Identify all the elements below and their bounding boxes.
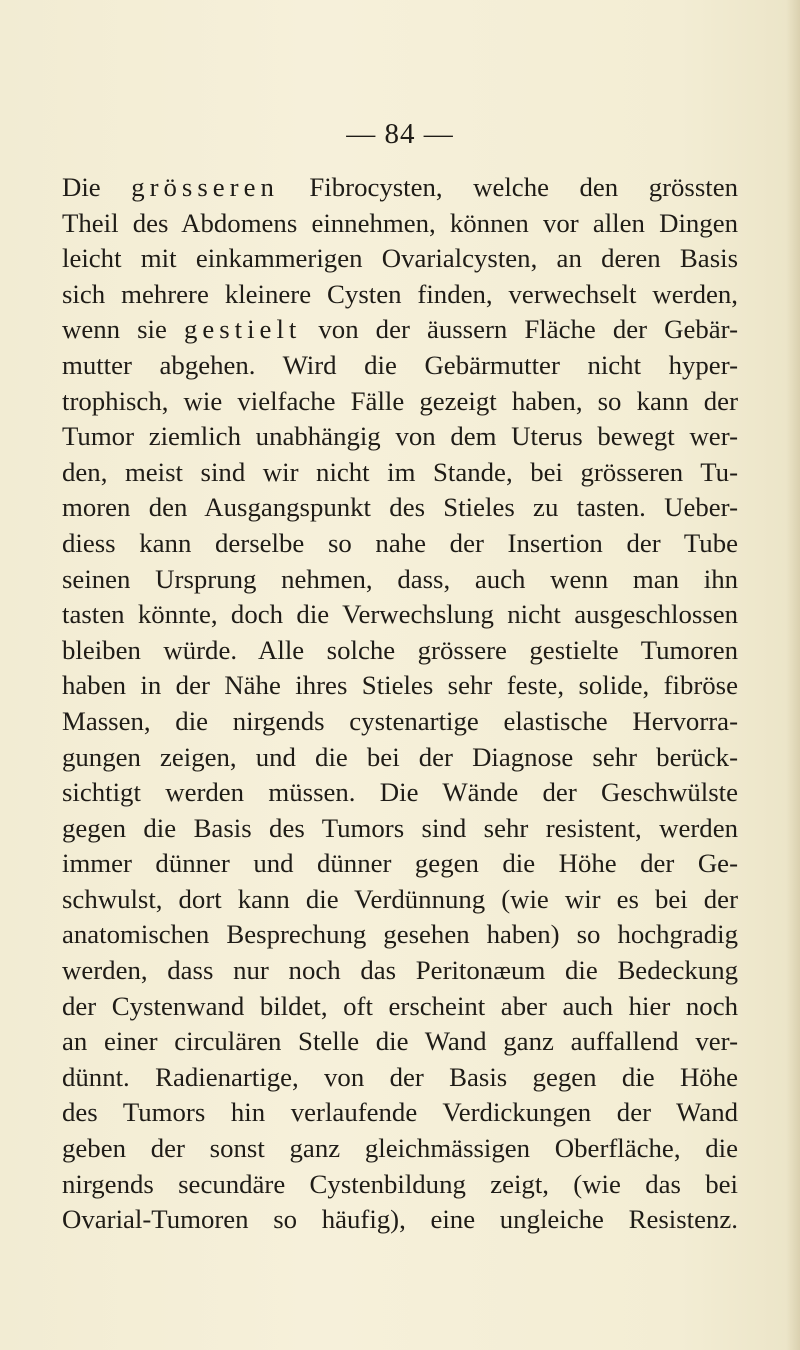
text-fragment: von der äussern Fläche der Gebär-: [301, 314, 738, 345]
text-line: an einer circulären Stelle die Wand ganz auffallend ver-: [62, 1026, 738, 1057]
paragraph: [62, 170, 738, 1238]
text-line: mutter abgehen. Wird die Gebärmutter nicht hyper-: [62, 349, 738, 380]
text-line: geben der sonst ganz gleichmässigen Oberfläche, die: [62, 1133, 738, 1164]
text-line: Tumor ziemlich unabhängig von dem Uterus bewegt wer-: [62, 421, 738, 452]
text-line: Massen, die nirgends cystenartige elastische Hervorra-: [62, 705, 738, 736]
emphasized-word: gestielt: [183, 314, 302, 345]
text-fragment: wenn sie: [62, 314, 184, 345]
text-line: haben in der Nähe ihres Stieles sehr feste, solide, fibröse: [62, 670, 738, 701]
text-line: sichtigt werden müssen. Die Wände der Geschwülste: [62, 777, 738, 808]
text-line: werden, dass nur noch das Peritonæum die Bedeckung: [62, 955, 738, 986]
text-line: gungen zeigen, und die bei der Diagnose sehr berück-: [62, 741, 738, 772]
page-number: — 84 —: [346, 118, 454, 150]
text-line: [62, 170, 738, 206]
text-line: immer dünner und dünner gegen die Höhe der Ge-: [62, 848, 738, 879]
text-fragment: Fibrocysten, welche den grössten: [278, 172, 739, 202]
text-line: des Tumors hin verlaufende Verdickungen der Wand: [62, 1097, 738, 1128]
text-line: diess kann derselbe so nahe der Insertion der Tube: [62, 527, 738, 558]
text-line: [62, 312, 738, 348]
text-line: der Cystenwand bildet, oft erscheint aber auch hier noch: [62, 990, 738, 1021]
text-fragment: Die: [62, 172, 132, 202]
text-line: leicht mit einkammerigen Ovarialcysten, an deren Basis: [62, 243, 738, 274]
text-line: Theil des Abdomens einnehmen, können vor allen Dingen: [62, 207, 738, 238]
text-line: den, meist sind wir nicht im Stande, bei grösseren Tu-: [62, 456, 738, 487]
text-line: bleiben würde. Alle solche grössere gestielte Tumoren: [62, 634, 738, 665]
text-line: schwulst, dort kann die Verdünnung (wie wir es bei der: [62, 883, 738, 914]
page-edge-shadow: [786, 0, 800, 1350]
text-line: seinen Ursprung nehmen, dass, auch wenn man ihn: [62, 563, 738, 594]
text-line: trophisch, wie vielfache Fälle gezeigt haben, so kann der: [62, 385, 738, 416]
text-line: tasten könnte, doch die Verwechslung nicht ausgeschlossen: [62, 599, 738, 630]
text-line: sich mehrere kleinere Cysten finden, verwechselt werden,: [62, 278, 738, 309]
text-line: dünnt. Radienartige, von der Basis gegen die Höhe: [62, 1061, 738, 1092]
emphasized-word: grösseren: [131, 172, 279, 202]
text-line: anatomischen Besprechung gesehen haben) so hochgradig: [62, 919, 738, 950]
text-line: Ovarial-Tumoren so häufig), eine ungleiche Resistenz.: [62, 1204, 738, 1235]
text-line: moren den Ausgangspunkt des Stieles zu tasten. Ueber-: [62, 492, 738, 523]
text-line: nirgends secundäre Cystenbildung zeigt, (wie das bei: [62, 1168, 738, 1199]
text-line: gegen die Basis des Tumors sind sehr resistent, werden: [62, 812, 738, 843]
